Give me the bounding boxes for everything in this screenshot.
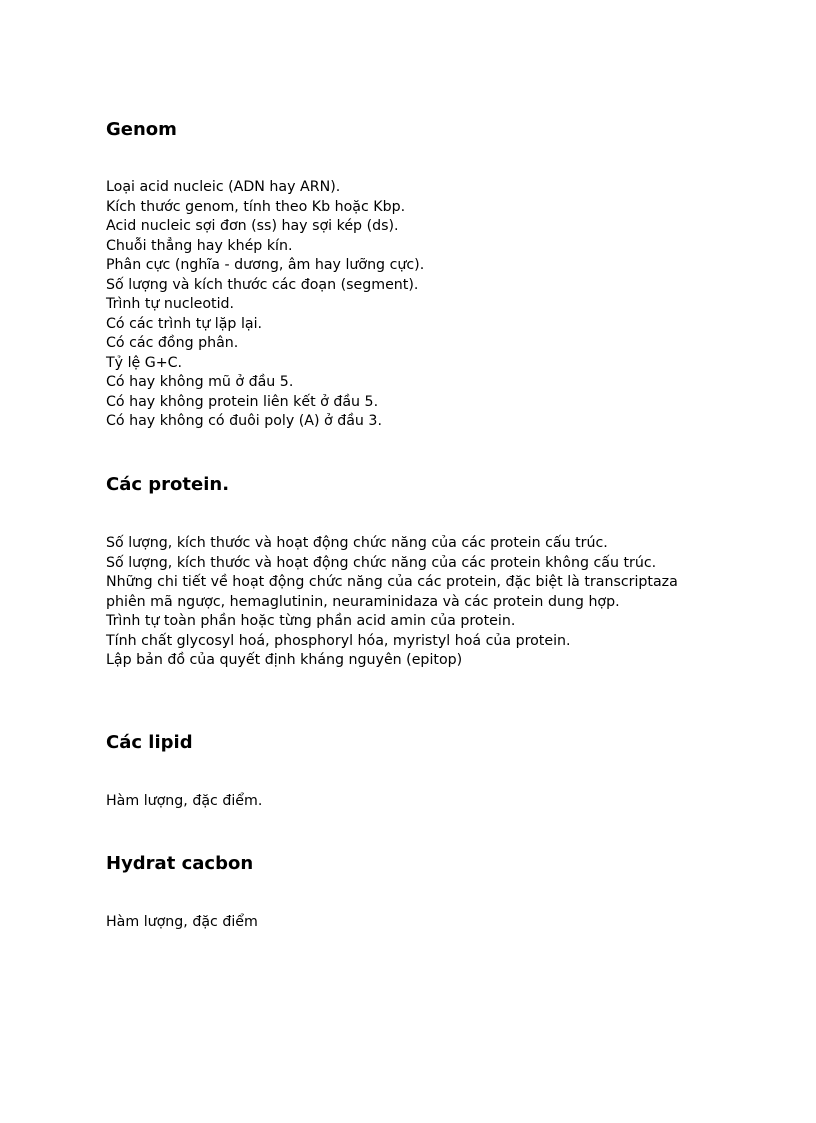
lipid-line: Hàm lượng, đặc điểm. [106, 793, 263, 809]
protein-line: Trình tự toàn phần hoặc từng phần acid amin của protein. [106, 613, 516, 629]
protein-line: Những chi tiết về hoạt động chức năng của các protein, đặc biệt là transcriptaza phiên mã ngược, hemaglutinin, neuraminidaza và các protein dung hợp. [106, 574, 678, 610]
genom-line: Chuỗi thẳng hay khép kín. [106, 237, 293, 254]
protein-list [106, 534, 786, 671]
protein-line: Số lượng, kích thước và hoạt động chức năng của các protein cấu trúc. [106, 535, 608, 551]
genom-line: Kích thước genom, tính theo Kb hoặc Kbp. [106, 198, 406, 215]
genom-line: Có hay không protein liên kết ở đầu 5. [106, 393, 379, 410]
genom-line: Có các đồng phân. [106, 335, 239, 351]
protein-line: Số lượng, kích thước và hoạt động chức năng của các protein không cấu trúc. [106, 554, 657, 571]
section-heading-protein: Các protein. [106, 474, 230, 495]
protein-line: Lập bản đồ của quyết định kháng nguyên (epitop) [106, 652, 463, 668]
genom-line: Phân cực (nghĩa - dương, âm hay lưỡng cực). [106, 257, 425, 273]
section-heading-genom: Genom [106, 119, 177, 140]
protein-line: Tính chất glycosyl hoá, phosphoryl hóa, myristyl hoá của protein. [106, 632, 571, 649]
section-heading-hydrat-cacbon: Hydrat cacbon [106, 853, 254, 874]
hydrat-cacbon-list [106, 913, 786, 933]
genom-line: Loại acid nucleic (ADN hay ARN). [106, 179, 341, 195]
genom-line: Số lượng và kích thước các đoạn (segment). [106, 276, 419, 293]
genom-list [106, 178, 786, 432]
genom-line: Có hay không mũ ở đầu 5. [106, 374, 294, 390]
genom-line: Có hay không có đuôi poly (A) ở đầu 3. [106, 413, 382, 429]
lipid-list [106, 792, 786, 812]
genom-line: Tỷ lệ G+C. [106, 354, 183, 371]
hydrat-cacbon-line: Hàm lượng, đặc điểm [106, 914, 258, 930]
section-heading-lipid: Các lipid [106, 732, 193, 753]
genom-line: Trình tự nucleotid. [106, 296, 235, 312]
genom-line: Acid nucleic sợi đơn (ss) hay sợi kép (ds). [106, 218, 399, 234]
genom-line: Có các trình tự lặp lại. [106, 315, 263, 332]
